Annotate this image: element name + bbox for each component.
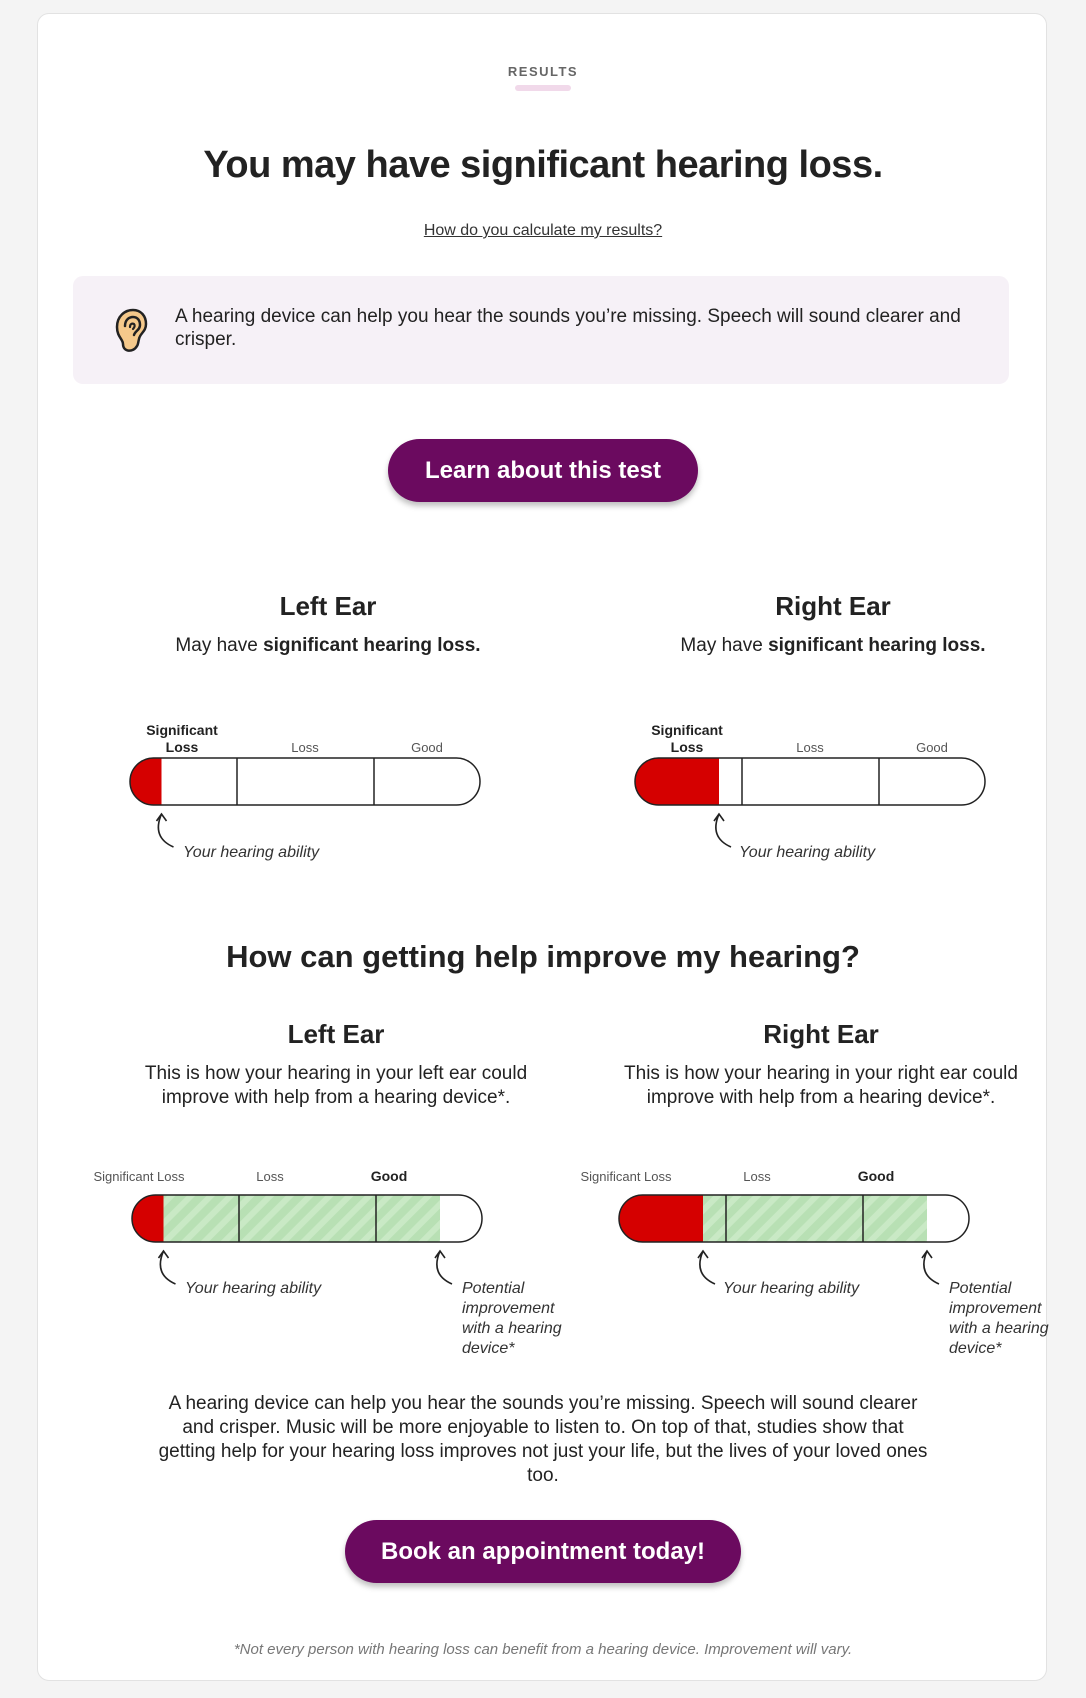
page-title — [38, 144, 1048, 187]
improve-right-desc-line2: improve with help from a hearing device*. — [646, 1087, 996, 1108]
potential-label-1: Potential — [462, 1280, 525, 1297]
your-hearing-label: Your hearing ability — [723, 1280, 860, 1297]
potential-label-3: with a hearing — [949, 1320, 1049, 1337]
improvement-arrow-icon — [922, 1251, 939, 1284]
potential-improvement-fill — [132, 1195, 440, 1242]
info-text: A hearing device can help you hear the sounds you’re missing. Speech will sound clearer and crisper. — [175, 306, 961, 350]
good-label: Good — [916, 740, 948, 755]
significant-loss-label: Loss — [670, 739, 704, 755]
your-hearing-label: Your hearing ability — [739, 844, 876, 861]
improve-left-desc-line2: improve with help from a hearing device*. — [161, 1087, 511, 1108]
potential-label-4: device* — [462, 1340, 515, 1357]
right-ear-summary — [603, 635, 1063, 657]
good-label: Good — [857, 1168, 895, 1184]
loss-label: Loss — [291, 740, 319, 755]
loss-label: Loss — [256, 1169, 284, 1184]
right-ear-meter — [593, 714, 993, 874]
potential-label-4: device* — [949, 1340, 1002, 1357]
your-hearing-label: Your hearing ability — [185, 1280, 322, 1297]
potential-label-1: Potential — [949, 1280, 1012, 1297]
loss-label: Loss — [796, 740, 824, 755]
improvement-arrow-icon — [435, 1251, 452, 1284]
results-card — [37, 13, 1047, 1681]
improve-right-title: Right Ear — [763, 1019, 879, 1049]
improve-left-title: Left Ear — [287, 1019, 385, 1049]
left-ear-summary-prefix: May have — [175, 635, 264, 656]
closing-paragraph: A hearing device can help you hear the sounds you’re missing. Speech will sound clearer and crisper. Music will be more enjoyable to listen to. On top of that, studies show that getting help for your hearing loss improves not just your life, but the lives of your loved ones too. — [158, 1393, 928, 1486]
loss-label: Loss — [743, 1169, 771, 1184]
improve-left-desc-line1: This is how your hearing in your left ear could — [144, 1063, 528, 1084]
learn-about-test-button[interactable]: Learn about this test — [388, 439, 698, 502]
potential-label-2: improvement — [462, 1300, 555, 1317]
results-eyebrow: RESULTS — [507, 64, 579, 79]
ear-icon — [113, 306, 149, 354]
hearing-arrow-icon — [157, 814, 174, 847]
improve-right-desc — [571, 1062, 1071, 1110]
improve-right-desc-line1: This is how your hearing in your right ear could — [624, 1063, 1018, 1084]
hearing-arrow-icon — [714, 814, 731, 847]
hearing-level-fill — [132, 1195, 164, 1242]
eyebrow-underline — [515, 85, 571, 91]
your-hearing-label: Your hearing ability — [183, 844, 320, 861]
info-box — [73, 276, 1009, 384]
potential-label-2: improvement — [949, 1300, 1042, 1317]
calculate-results-link[interactable]: How do you calculate my results? — [423, 222, 663, 239]
significant-loss-label: Loss — [165, 739, 199, 755]
significant-loss-label: Significant Loss — [580, 1169, 672, 1184]
hearing-level-fill — [635, 758, 719, 805]
right-ear-title: Right Ear — [775, 591, 891, 621]
hearing-level-fill — [619, 1195, 703, 1242]
left-ear-title: Left Ear — [279, 591, 377, 621]
hearing-level-fill — [130, 758, 162, 805]
hearing-arrow-icon — [159, 1251, 176, 1284]
improve-left-meter — [90, 1154, 562, 1374]
meter-track — [130, 758, 480, 805]
significant-label: Significant — [146, 722, 218, 738]
good-label: Good — [370, 1168, 408, 1184]
headline-bold: significant hearing loss. — [460, 144, 883, 186]
good-label: Good — [411, 740, 443, 755]
left-ear-summary-bold: significant hearing loss. — [263, 635, 481, 656]
improve-heading: How can getting help improve my hearing? — [226, 939, 860, 974]
hearing-arrow-icon — [698, 1251, 715, 1284]
right-ear-summary-prefix: May have — [680, 635, 769, 656]
significant-loss-label: Significant Loss — [93, 1169, 185, 1184]
right-ear-summary-bold: significant hearing loss. — [768, 635, 986, 656]
significant-label: Significant — [651, 722, 723, 738]
improve-right-meter — [577, 1154, 1049, 1374]
left-ear-meter — [88, 714, 488, 874]
improve-left-desc — [86, 1062, 586, 1110]
footnote: *Not every person with hearing loss can benefit from a hearing device. Improvement will vary. — [233, 1641, 853, 1658]
potential-label-3: with a hearing — [462, 1320, 562, 1337]
left-ear-summary — [98, 635, 558, 657]
headline-prefix: You may have — [203, 144, 461, 186]
book-appointment-button[interactable]: Book an appointment today! — [345, 1520, 741, 1583]
